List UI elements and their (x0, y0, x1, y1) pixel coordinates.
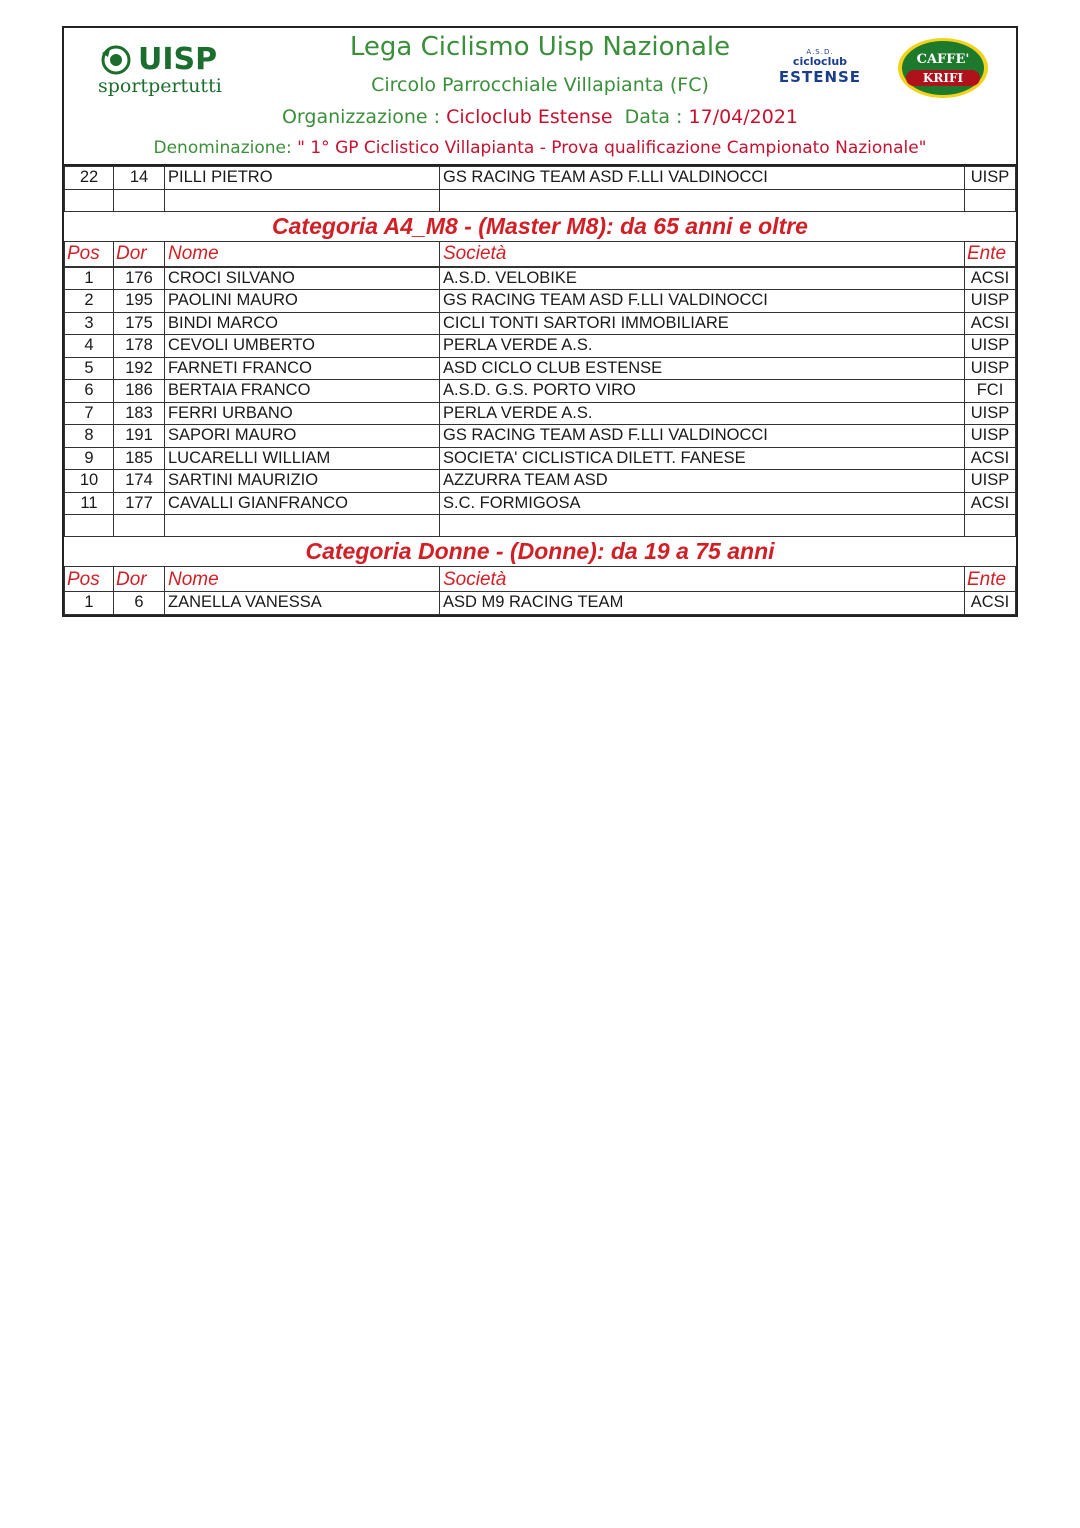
cell-dor: 185 (114, 447, 165, 470)
denom-value: " 1° GP Ciclistico Villapianta - Prova qualificazione Campionato Nazionale" (297, 138, 927, 158)
cell-societa: ASD M9 RACING TEAM (440, 592, 965, 615)
cell-societa: GS RACING TEAM ASD F.LLI VALDINOCCI (440, 290, 965, 313)
cell-pos: 1 (65, 267, 114, 290)
table-row (65, 470, 1016, 493)
cell-ente: UISP (965, 290, 1016, 313)
cell-ente: ACSI (965, 492, 1016, 515)
cell-pos: 4 (65, 335, 114, 358)
col-ente: Ente (965, 567, 1016, 592)
cell-dor: 14 (114, 167, 165, 190)
cell-nome: FERRI URBANO (165, 402, 440, 425)
uisp-logo-text: UISP (138, 42, 218, 77)
cell-ente: ACSI (965, 447, 1016, 470)
cell-pos: 3 (65, 312, 114, 335)
results-table (64, 166, 1016, 267)
table-row (65, 335, 1016, 358)
cell-societa: SOCIETA' CICLISTICA DILETT. FANESE (440, 447, 965, 470)
col-pos: Pos (65, 241, 114, 266)
table-row (65, 267, 1016, 290)
org-label: Organizzazione : (281, 106, 441, 128)
col-societa: Società (440, 567, 965, 592)
cell-ente: UISP (965, 470, 1016, 493)
cell-societa: PERLA VERDE A.S. (440, 335, 965, 358)
col-nome: Nome (165, 567, 440, 592)
cell-ente: UISP (965, 167, 1016, 190)
cell-ente: UISP (965, 357, 1016, 380)
cell-nome: LUCARELLI WILLIAM (165, 447, 440, 470)
col-dor: Dor (114, 567, 165, 592)
table-row (65, 402, 1016, 425)
date-label: Data : (624, 106, 683, 128)
col-ente: Ente (965, 241, 1016, 266)
blank-row (65, 515, 1016, 537)
cell-dor: 191 (114, 425, 165, 448)
cell-societa: GS RACING TEAM ASD F.LLI VALDINOCCI (440, 425, 965, 448)
cell-nome: SARTINI MAURIZIO (165, 470, 440, 493)
krifi-bottom-text: KRIFI (922, 71, 964, 85)
col-pos: Pos (65, 567, 114, 592)
page-title: Lega Ciclismo Uisp Nazionale (349, 32, 731, 62)
cell-nome: PAOLINI MAURO (165, 290, 440, 313)
col-dor: Dor (114, 241, 165, 266)
denom-label: Denominazione: (153, 138, 292, 158)
cc-asd: A.S.D. (806, 48, 834, 56)
denomination-line (64, 138, 1016, 158)
cc-club: cicloclub (792, 55, 848, 68)
column-header-row (65, 567, 1016, 592)
date-value: 17/04/2021 (688, 106, 799, 128)
cell-dor: 175 (114, 312, 165, 335)
cicloclub-estense-logo (760, 48, 880, 86)
cell-nome: ZANELLA VANESSA (165, 592, 440, 615)
cell-societa: CICLI TONTI SARTORI IMMOBILIARE (440, 312, 965, 335)
cell-dor: 176 (114, 267, 165, 290)
cell-societa: GS RACING TEAM ASD F.LLI VALDINOCCI (440, 167, 965, 190)
cell-nome: CROCI SILVANO (165, 267, 440, 290)
cell-pos: 6 (65, 380, 114, 403)
cc-name: ESTENSE (778, 68, 862, 86)
cell-ente: UISP (965, 425, 1016, 448)
table-row (65, 167, 1016, 190)
cell-societa: AZZURRA TEAM ASD (440, 470, 965, 493)
cell-dor: 183 (114, 402, 165, 425)
cell-dor: 192 (114, 357, 165, 380)
cell-ente: ACSI (965, 267, 1016, 290)
table-row (65, 447, 1016, 470)
table-row (65, 357, 1016, 380)
cell-societa: PERLA VERDE A.S. (440, 402, 965, 425)
cell-nome: PILLI PIETRO (165, 167, 440, 190)
cell-pos: 1 (65, 592, 114, 615)
cell-dor: 195 (114, 290, 165, 313)
col-societa: Società (440, 241, 965, 266)
cell-dor: 178 (114, 335, 165, 358)
uisp-logo-sub: sportpertutti (98, 75, 222, 97)
cell-ente: UISP (965, 402, 1016, 425)
category-title: Categoria Donne - (Donne): da 19 a 75 anni (65, 537, 1016, 567)
category-m8-header (65, 211, 1016, 241)
table-row (65, 492, 1016, 515)
cell-ente: FCI (965, 380, 1016, 403)
cell-nome: SAPORI MAURO (165, 425, 440, 448)
category-title: Categoria A4_M8 - (Master M8): da 65 anni e oltre (65, 211, 1016, 241)
table-row (65, 290, 1016, 313)
cell-dor: 6 (114, 592, 165, 615)
cell-nome: BINDI MARCO (165, 312, 440, 335)
cell-ente: UISP (965, 335, 1016, 358)
cell-nome: FARNETI FRANCO (165, 357, 440, 380)
cell-ente: ACSI (965, 592, 1016, 615)
cell-dor: 186 (114, 380, 165, 403)
results-table-continued (64, 267, 1016, 615)
cell-pos: 7 (65, 402, 114, 425)
col-nome: Nome (165, 241, 440, 266)
cell-societa: A.S.D. G.S. PORTO VIRO (440, 380, 965, 403)
document-header (64, 28, 1016, 166)
cell-societa: A.S.D. VELOBIKE (440, 267, 965, 290)
cell-pos: 11 (65, 492, 114, 515)
page-subtitle: Circolo Parrocchiale Villapianta (FC) (371, 74, 709, 96)
cell-pos: 5 (65, 357, 114, 380)
cell-pos: 22 (65, 167, 114, 190)
cell-pos: 10 (65, 470, 114, 493)
cell-societa: ASD CICLO CLUB ESTENSE (440, 357, 965, 380)
table-row (65, 380, 1016, 403)
cell-societa: S.C. FORMIGOSA (440, 492, 965, 515)
organization-line (64, 106, 1016, 128)
caffe-krifi-logo (896, 36, 990, 100)
blank-row (65, 189, 1016, 211)
cell-pos: 9 (65, 447, 114, 470)
column-header-row (65, 241, 1016, 266)
cell-nome: BERTAIA FRANCO (165, 380, 440, 403)
cell-pos: 2 (65, 290, 114, 313)
cell-nome: CEVOLI UMBERTO (165, 335, 440, 358)
table-row (65, 592, 1016, 615)
category-donne-header (65, 537, 1016, 567)
org-value: Cicloclub Estense (446, 106, 613, 128)
table-row (65, 312, 1016, 335)
krifi-top-text: CAFFE' (916, 52, 970, 67)
table-row (65, 425, 1016, 448)
cell-dor: 174 (114, 470, 165, 493)
cell-pos: 8 (65, 425, 114, 448)
cell-nome: CAVALLI GIANFRANCO (165, 492, 440, 515)
results-sheet (62, 26, 1018, 617)
cell-dor: 177 (114, 492, 165, 515)
cell-ente: ACSI (965, 312, 1016, 335)
